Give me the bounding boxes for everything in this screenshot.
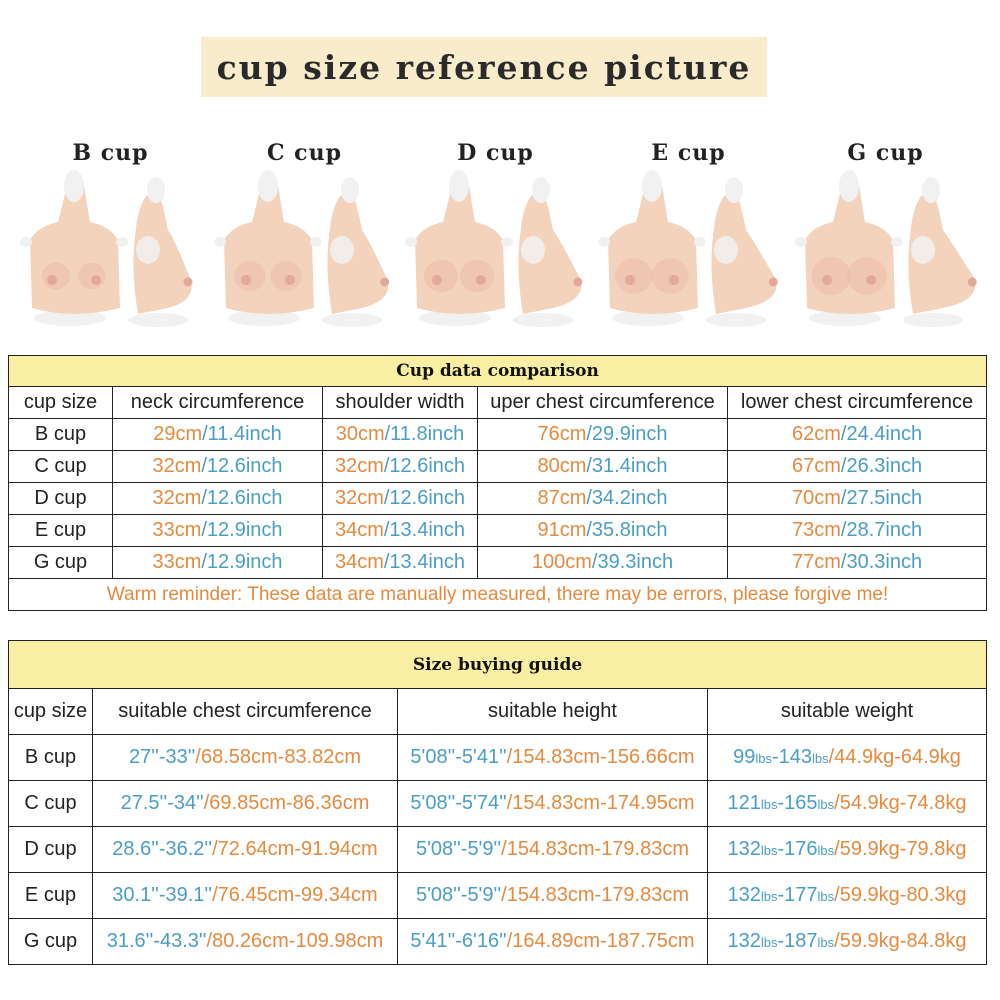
shoulder-cap	[598, 237, 610, 247]
neck-cell	[113, 419, 323, 451]
height-cell	[398, 873, 708, 919]
size-buying-guide-table	[8, 640, 987, 965]
value-primary: 34cm	[334, 519, 384, 541]
breast-form-e-image	[596, 168, 781, 328]
value-secondary: /72.64cm-91.94cm	[212, 838, 378, 860]
cup-item-d	[403, 130, 588, 330]
shoulder-cap	[116, 237, 128, 247]
value-primary: 73cm	[791, 519, 841, 541]
value-secondary: /76.45cm-99.34cm	[212, 884, 378, 906]
shoulder-cap	[405, 237, 417, 247]
table-row	[9, 919, 987, 965]
cup-size-cell: G cup	[9, 919, 93, 965]
value-secondary: /154.83cm-179.83cm	[501, 838, 690, 860]
weight-min: 99	[733, 746, 756, 768]
value-secondary: /154.83cm-156.66cm	[506, 746, 695, 768]
value-primary: 27.5''-34''	[120, 792, 204, 814]
value-secondary: /39.3inch	[591, 551, 674, 573]
value-primary: 28.6''-36.2''	[112, 838, 213, 860]
value-secondary: /164.89cm-187.75cm	[506, 930, 695, 952]
breast-left	[42, 263, 70, 290]
table-row	[9, 735, 987, 781]
cup-data-comparison-table	[8, 355, 987, 611]
value-primary: 32cm	[334, 455, 384, 477]
shoulder-cap	[795, 237, 807, 247]
breast-left	[234, 261, 265, 291]
value-secondary: /12.6inch	[383, 455, 466, 477]
arm-opening	[330, 236, 354, 264]
nipple	[476, 275, 486, 285]
breast-form-g-image	[793, 168, 978, 328]
nipple	[669, 275, 679, 285]
weight-max: -187	[777, 930, 818, 952]
weight-metric: /59.9kg-80.3kg	[834, 884, 967, 906]
breast-left	[811, 257, 851, 295]
value-primary: 91cm	[537, 519, 587, 541]
weight-unit: lbs	[817, 843, 835, 858]
nipple	[432, 275, 442, 285]
height-cell	[398, 827, 708, 873]
cup-size-cell: E cup	[9, 873, 93, 919]
breast-form-c-image	[212, 168, 397, 328]
header-cell: uper chest circumference	[478, 387, 728, 419]
header-cell: suitable weight	[708, 689, 987, 735]
header-cell: shoulder width	[323, 387, 478, 419]
height-cell	[398, 735, 708, 781]
value-secondary: /68.58cm-83.82cm	[195, 746, 362, 768]
upper-chest-cell	[478, 451, 728, 483]
value-primary: 5'08''-5'41''	[410, 746, 507, 768]
height-cell	[398, 919, 708, 965]
value-primary: 87cm	[537, 487, 587, 509]
value-primary: 30.1''-39.1''	[112, 884, 213, 906]
weight-max: -177	[777, 884, 818, 906]
table-title: Size buying guide	[9, 641, 987, 689]
value-secondary: /12.6inch	[201, 455, 283, 477]
value-secondary: /11.4inch	[202, 423, 282, 445]
side-neck-cap	[341, 177, 359, 203]
nipple	[91, 275, 101, 285]
nipple	[47, 275, 57, 285]
shoulder-cap	[891, 237, 903, 247]
weight-unit: lbs	[817, 797, 835, 812]
cup-images-row	[0, 130, 1000, 330]
value-secondary: /27.5inch	[840, 487, 923, 509]
chest-cell	[93, 919, 398, 965]
nipple	[241, 275, 251, 285]
value-primary: 34cm	[334, 551, 384, 573]
arm-opening	[136, 236, 160, 264]
side-neck-cap	[532, 177, 550, 203]
cup-item-c	[212, 130, 397, 330]
shoulder-cell	[323, 451, 478, 483]
value-primary: 76cm	[537, 423, 587, 445]
neck-cell	[113, 547, 323, 579]
base-stand	[322, 313, 382, 327]
nipple	[822, 275, 832, 285]
base-stand	[513, 313, 573, 327]
side-neck-cap	[725, 177, 743, 203]
shoulder-cap	[214, 237, 226, 247]
header-cell: cup size	[9, 387, 113, 419]
weight-max: -165	[777, 792, 818, 814]
base-stand	[706, 313, 766, 327]
weight-cell	[708, 735, 987, 781]
cup-size-cell: C cup	[9, 451, 113, 483]
weight-unit: lbs	[817, 889, 835, 904]
value-primary: 27''-33''	[128, 746, 196, 768]
side-nipple	[769, 278, 778, 287]
value-primary: 5'41''-6'16''	[410, 930, 507, 952]
value-primary: 100cm	[531, 551, 592, 573]
cup-size-cell: B cup	[9, 735, 93, 781]
weight-min: 121	[727, 792, 761, 814]
side-nipple	[573, 278, 582, 287]
cup-size-cell: D cup	[9, 827, 93, 873]
warm-reminder: Warm reminder: These data are manually measured, there may be errors, please forgive me!	[9, 579, 987, 611]
upper-chest-cell	[478, 483, 728, 515]
neck-cell	[113, 515, 323, 547]
neck-cell	[113, 483, 323, 515]
breast-right	[651, 258, 688, 293]
base-stand	[128, 313, 188, 327]
shoulder-cap	[694, 237, 706, 247]
header-cell: suitable height	[398, 689, 708, 735]
breast-right	[78, 263, 106, 290]
base-stand	[903, 313, 963, 327]
cup-size-cell: D cup	[9, 483, 113, 515]
chest-cell	[93, 735, 398, 781]
lower-chest-cell	[728, 547, 987, 579]
value-secondary: /26.3inch	[840, 455, 923, 477]
neck-cap	[258, 170, 278, 202]
arm-opening	[911, 236, 935, 264]
weight-max: -176	[777, 838, 818, 860]
weight-min: 132	[727, 884, 761, 906]
value-primary: 33cm	[152, 519, 202, 541]
weight-unit: lbs	[760, 843, 778, 858]
upper-chest-cell	[478, 547, 728, 579]
lower-chest-cell	[728, 483, 987, 515]
breast-right	[270, 261, 301, 291]
lower-chest-cell	[728, 451, 987, 483]
value-secondary: /28.7inch	[840, 519, 923, 541]
value-secondary: /12.9inch	[201, 551, 283, 573]
value-primary: 29cm	[153, 423, 203, 445]
weight-unit: lbs	[811, 751, 829, 766]
chest-cell	[93, 873, 398, 919]
table-row	[9, 419, 987, 451]
table-row	[9, 451, 987, 483]
shoulder-cell	[323, 547, 478, 579]
value-primary: 5'08''-5'74''	[410, 792, 507, 814]
nipple	[625, 275, 635, 285]
shoulder-cell	[323, 483, 478, 515]
cup-item-g	[793, 130, 978, 330]
side-nipple	[968, 278, 977, 287]
table-title: Cup data comparison	[9, 356, 987, 387]
side-nipple	[380, 278, 389, 287]
shoulder-cap	[501, 237, 513, 247]
header-cell: suitable chest circumference	[93, 689, 398, 735]
cup-label: D cup	[457, 140, 534, 166]
weight-cell	[708, 827, 987, 873]
value-secondary: /12.6inch	[201, 487, 283, 509]
lower-chest-cell	[728, 515, 987, 547]
upper-chest-cell	[478, 419, 728, 451]
weight-metric: /54.9kg-74.8kg	[834, 792, 967, 814]
value-primary: 33cm	[152, 551, 202, 573]
breast-form-d-image	[403, 168, 588, 328]
table-header-row	[9, 387, 987, 419]
cup-size-cell: C cup	[9, 781, 93, 827]
value-primary: 80cm	[537, 455, 587, 477]
value-primary: 30cm	[335, 423, 385, 445]
cup-label: G cup	[847, 140, 924, 166]
cup-item-b	[18, 130, 203, 330]
weight-max: -143	[771, 746, 812, 768]
breast-right	[847, 257, 887, 295]
value-secondary: /80.26cm-109.98cm	[206, 930, 384, 952]
value-primary: 32cm	[152, 455, 202, 477]
shoulder-cell	[323, 515, 478, 547]
cup-label: B cup	[72, 140, 149, 166]
weight-unit: lbs	[755, 751, 772, 766]
weight-min: 132	[727, 838, 761, 860]
table-row	[9, 483, 987, 515]
upper-chest-cell	[478, 515, 728, 547]
value-primary: 31.6''-43.3''	[106, 930, 207, 952]
cup-label: C cup	[267, 140, 342, 166]
value-secondary: /69.85cm-86.36cm	[203, 792, 370, 814]
title-banner	[201, 37, 767, 97]
value-secondary: /30.3inch	[840, 551, 923, 573]
weight-unit: lbs	[760, 797, 778, 812]
neck-cap	[839, 170, 859, 202]
value-secondary: /34.2inch	[586, 487, 668, 509]
weight-unit: lbs	[760, 935, 778, 950]
value-secondary: /12.6inch	[383, 487, 466, 509]
shoulder-cap	[310, 237, 322, 247]
neck-cap	[642, 170, 662, 202]
breast-left	[615, 258, 652, 293]
value-primary: 5'08''-5'9''	[415, 838, 502, 860]
value-secondary: /35.8inch	[586, 519, 668, 541]
chest-cell	[93, 781, 398, 827]
cup-size-cell: B cup	[9, 419, 113, 451]
height-cell	[398, 781, 708, 827]
value-secondary: /24.4inch	[840, 423, 923, 445]
weight-unit: lbs	[817, 935, 835, 950]
breast-right	[460, 260, 494, 292]
cup-label: E cup	[651, 140, 726, 166]
breast-form-b-image	[18, 168, 203, 328]
value-secondary: /31.4inch	[586, 455, 668, 477]
value-primary: 5'08''-5'9''	[415, 884, 502, 906]
breast-left	[424, 260, 458, 292]
header-cell: cup size	[9, 689, 93, 735]
side-neck-cap	[922, 177, 940, 203]
neck-cap	[449, 170, 469, 202]
value-secondary: /12.9inch	[201, 519, 283, 541]
side-nipple	[184, 278, 193, 287]
value-primary: 62cm	[791, 423, 841, 445]
shoulder-cell	[323, 419, 478, 451]
value-primary: 70cm	[791, 487, 841, 509]
value-secondary: /29.9inch	[586, 423, 668, 445]
side-neck-cap	[147, 177, 165, 203]
table-row	[9, 515, 987, 547]
nipple	[285, 275, 295, 285]
arm-opening	[521, 236, 545, 264]
lower-chest-cell	[728, 419, 987, 451]
table-row	[9, 781, 987, 827]
value-secondary: /154.83cm-179.83cm	[501, 884, 690, 906]
weight-unit: lbs	[760, 889, 778, 904]
weight-metric: /44.9kg-64.9kg	[828, 746, 961, 768]
neck-cap	[64, 170, 84, 202]
chest-cell	[93, 827, 398, 873]
table-row	[9, 827, 987, 873]
weight-cell	[708, 919, 987, 965]
value-secondary: /154.83cm-174.95cm	[506, 792, 695, 814]
weight-cell	[708, 873, 987, 919]
value-primary: 77cm	[791, 551, 841, 573]
shoulder-cap	[20, 237, 32, 247]
header-cell: lower chest circumference	[728, 387, 987, 419]
weight-metric: /59.9kg-79.8kg	[834, 838, 967, 860]
cup-item-e	[596, 130, 781, 330]
cup-size-cell: G cup	[9, 547, 113, 579]
table-row	[9, 547, 987, 579]
page-title: cup size reference picture	[216, 47, 752, 87]
nipple	[866, 275, 876, 285]
value-primary: 32cm	[334, 487, 384, 509]
value-secondary: /11.8inch	[384, 423, 465, 445]
arm-opening	[714, 236, 738, 264]
value-primary: 67cm	[791, 455, 841, 477]
value-secondary: /13.4inch	[383, 551, 466, 573]
neck-cell	[113, 451, 323, 483]
weight-metric: /59.9kg-84.8kg	[834, 930, 967, 952]
value-secondary: /13.4inch	[383, 519, 466, 541]
weight-min: 132	[727, 930, 761, 952]
value-primary: 32cm	[152, 487, 202, 509]
header-cell: neck circumference	[113, 387, 323, 419]
weight-cell	[708, 781, 987, 827]
table-row	[9, 873, 987, 919]
cup-size-cell: E cup	[9, 515, 113, 547]
table-header-row	[9, 689, 987, 735]
